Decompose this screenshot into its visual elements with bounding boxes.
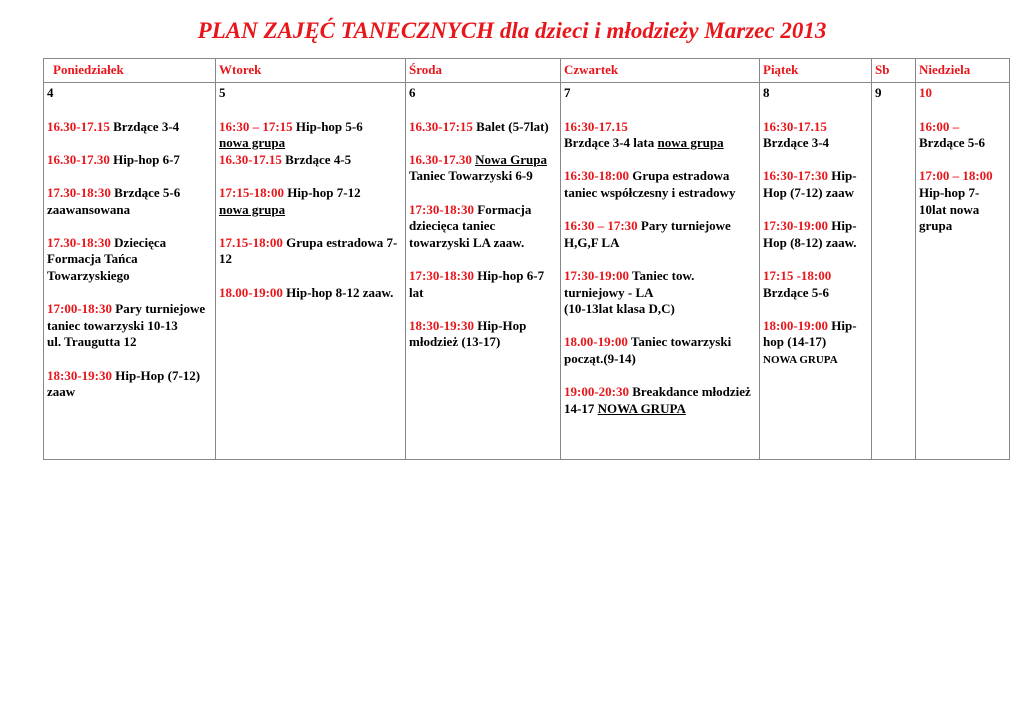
- entry-time: 17:00 – 18:00: [919, 168, 993, 184]
- list-item: [564, 384, 755, 417]
- day-number: 6: [409, 85, 416, 100]
- entry-text: Breakdance młodzież 14-17: [564, 384, 751, 416]
- entry-time: 16.30-17.15: [47, 118, 110, 134]
- header-friday: Piątek: [760, 59, 872, 83]
- entry-time: 16.30-17.15: [219, 151, 282, 167]
- day-number: 7: [564, 85, 571, 100]
- entry-time: 17:00-18:30: [47, 301, 112, 317]
- entry-time: 17:15-18:00: [219, 184, 284, 200]
- list-item: [763, 119, 867, 152]
- entry-note: nowa grupa: [219, 135, 286, 151]
- entry-text: Formacja dziecięca taniec towarzyski LA zaaw.: [409, 201, 532, 250]
- list-item: [219, 185, 401, 218]
- entry-text: Brzdące 4-5: [281, 151, 352, 167]
- entry-note: NOWA GRUPA: [763, 353, 838, 366]
- entry-text: Taniec towarzyski począt.(9-14): [564, 334, 732, 366]
- list-item: [763, 218, 867, 251]
- entry-text: Hip-hop 6-7 lat: [409, 267, 545, 300]
- list-item: [564, 268, 755, 318]
- entry-text: Grupa estradowa 7-12: [219, 234, 398, 267]
- entry-text: Hip-Hop (7-12) zaaw: [763, 168, 857, 200]
- entry-text: Brzdące 5-6: [919, 135, 986, 151]
- entry-text: Hip-Hop młodzież (13-17): [409, 317, 527, 350]
- list-item: [219, 285, 401, 302]
- entry-time: 16.30-17.30: [47, 151, 110, 167]
- entry-time: 17.15-18:00: [219, 234, 283, 250]
- day-number: 9: [875, 85, 882, 100]
- list-item: [409, 202, 556, 252]
- entry-time: 16:00 –: [919, 118, 960, 134]
- entry-time: 18:30-19:30: [409, 317, 474, 333]
- list-item: [409, 119, 556, 136]
- entry-note: Nowa Grupa: [475, 151, 547, 167]
- entry-text: Brzdące 5-6: [763, 284, 830, 300]
- list-item: [763, 318, 867, 369]
- list-item: [919, 168, 1005, 234]
- entry-time: 18.00-19:00: [219, 284, 283, 300]
- entry-time: 17.30-18:30: [47, 234, 111, 250]
- entry-time: 16.30-17.30: [409, 151, 472, 167]
- entry-text: Hip-hop 7-12: [284, 184, 361, 200]
- entry-time: 16.30-17:15: [409, 118, 473, 134]
- entry-time: 16:30 – 17:15: [219, 118, 293, 134]
- entry-text: Brzdące 3-4: [763, 135, 830, 151]
- entry-time: 17:30-19:00: [763, 218, 828, 234]
- list-item: [409, 152, 556, 185]
- entry-time: 16:30-17.15: [763, 118, 827, 134]
- entry-text: Hip-hop 8-12 zaaw.: [282, 284, 394, 300]
- entry-time: 17:30-18:30: [409, 267, 474, 283]
- entry-text: Brzdące 5-6 zaawansowana: [47, 184, 181, 217]
- entry-note: nowa grupa: [219, 201, 286, 217]
- list-item: [47, 368, 211, 401]
- entry-time: 16:30 – 17:30: [564, 218, 638, 234]
- list-item: [763, 168, 867, 201]
- entry-text: Pary turniejowe taniec towarzyski 10-13: [47, 301, 206, 333]
- list-item: [219, 119, 401, 152]
- entry-text: Hip-hop 7-10lat nowa grupa: [919, 184, 980, 234]
- entry-text: ul. Traugutta 12: [47, 334, 137, 350]
- list-item: [409, 268, 556, 301]
- cell-friday: [760, 83, 872, 460]
- entry-text-2: Taniec Towarzyski 6-9: [409, 168, 533, 184]
- entry-time: 17:30-18:30: [409, 201, 474, 217]
- entry-time: 16:30-18:00: [564, 168, 629, 184]
- entry-time: 17.30-18:30: [47, 184, 111, 200]
- entry-note: NOWA GRUPA: [597, 400, 686, 416]
- cell-sunday: [916, 83, 1010, 460]
- entry-text: Brzdące 3-4 lata: [564, 135, 658, 151]
- entry-time: 17:15 -18:00: [763, 267, 832, 283]
- entry-text: Hip-Hop (7-12) zaaw: [47, 367, 201, 400]
- entry-text: Hip-hop (14-17): [763, 317, 857, 350]
- entry-time: 18:30-19:30: [47, 367, 112, 383]
- entry-note: nowa grupa: [657, 135, 724, 151]
- page-title: PLAN ZAJĘĆ TANECZNYCH dla dzieci i młodzieży Marzec 2013: [197, 18, 827, 43]
- list-item: [219, 235, 401, 268]
- header-thursday: Czwartek: [561, 59, 760, 83]
- list-item: [564, 334, 755, 367]
- cell-thursday: [561, 83, 760, 460]
- entry-text: Hip-hop 6-7: [109, 151, 180, 167]
- list-item: [47, 334, 211, 351]
- entry-text: Hip-hop 5-6: [292, 118, 363, 134]
- list-item: [409, 318, 556, 351]
- list-item: [47, 301, 211, 334]
- day-number: 4: [47, 85, 54, 100]
- list-item: [564, 218, 755, 251]
- list-item: [564, 168, 755, 201]
- cell-wednesday: [406, 83, 561, 460]
- entry-text-2: (10-13lat klasa D,C): [564, 301, 675, 317]
- list-item: [47, 235, 211, 285]
- header-wednesday: Środa: [406, 59, 561, 83]
- list-item: [47, 119, 211, 136]
- header-row: [44, 59, 1010, 83]
- header-saturday: Sb: [872, 59, 916, 83]
- day-number: 8: [763, 85, 770, 100]
- entry-text: Pary turniejowe H,G,F LA: [564, 218, 731, 250]
- schedule-table: [43, 58, 1010, 460]
- entry-text: Taniec tow. turniejowy - LA: [564, 267, 695, 300]
- header-tuesday: Wtorek: [216, 59, 406, 83]
- list-item: [564, 119, 755, 152]
- day-number: 5: [219, 85, 226, 100]
- entry-text: Grupa estradowa taniec współczesny i estradowy: [564, 168, 736, 200]
- list-item: [919, 119, 1005, 152]
- list-item: [47, 185, 211, 218]
- entry-time: 16:30-17.15: [564, 118, 628, 134]
- entry-time: 18.00-19:00: [564, 334, 628, 350]
- day-number: 10: [919, 85, 932, 100]
- entry-time: 17:30-19:00: [564, 267, 629, 283]
- list-item: [47, 152, 211, 169]
- entry-text: Hip-Hop (8-12) zaaw.: [763, 218, 857, 250]
- header-monday: Poniedziałek: [44, 59, 216, 83]
- header-sunday: Niedziela: [916, 59, 1010, 83]
- cell-saturday: [872, 83, 916, 460]
- entry-time: 18:00-19:00: [763, 317, 828, 333]
- entry-time: 16:30-17:30: [763, 168, 828, 184]
- entry-text: Brzdące 3-4: [109, 118, 180, 134]
- cell-tuesday: [216, 83, 406, 460]
- list-item: [763, 268, 867, 301]
- list-item: [219, 152, 401, 169]
- entry-text: Dziecięca Formacja Tańca Towarzyskiego: [47, 234, 167, 283]
- cell-monday: [44, 83, 216, 460]
- entry-text: Balet (5-7lat): [472, 118, 549, 134]
- entry-time: 19:00-20:30: [564, 384, 629, 400]
- week-row: [44, 83, 1010, 460]
